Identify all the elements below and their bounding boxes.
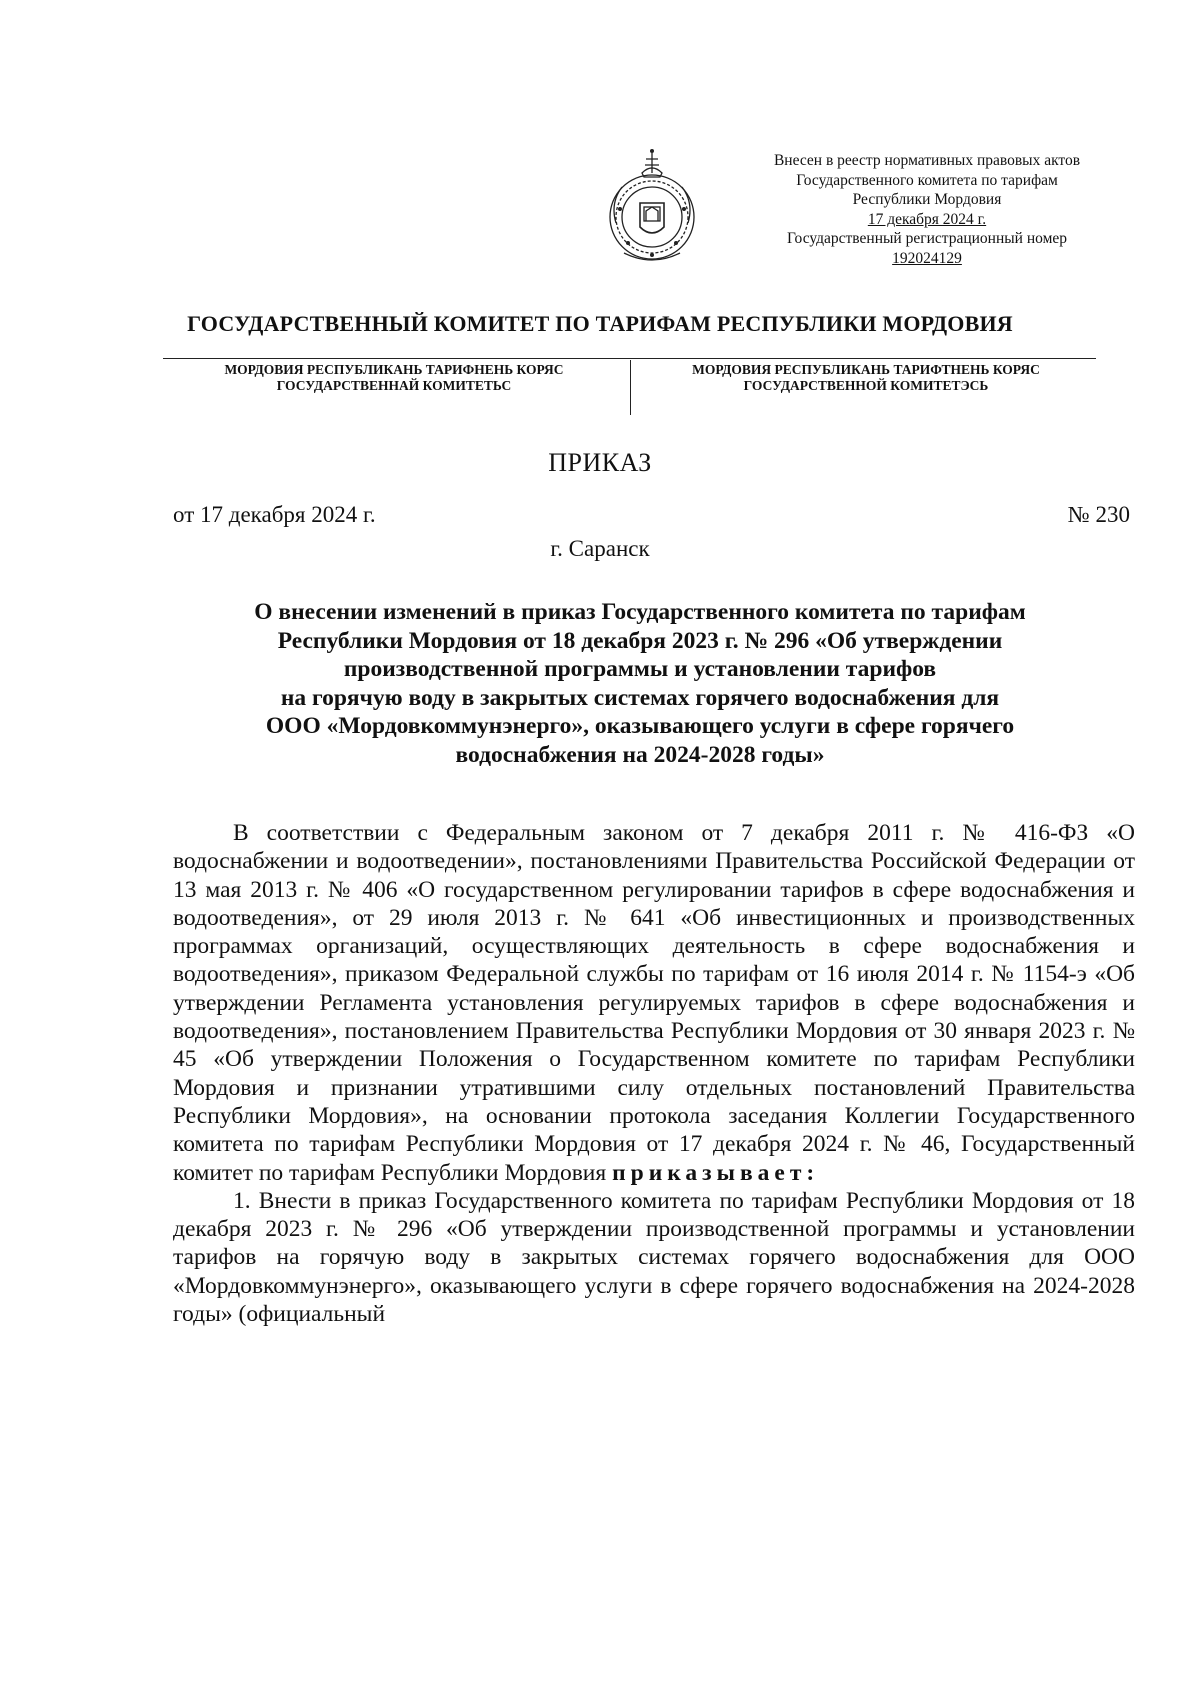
preamble-text: В соответствии с Федеральным законом от 7 декабря 2011 г. № 416-ФЗ «О водоснабжении и водоотведении», постановлениями Правительства Российской Федерации от 13 мая 2013 г. № 406 «О государственном регулировании тарифов в сфере водоснабжения и водоотведения», от 29 июля 2013 г. № 641 «Об инвестиционных и производственных программах организаций, осуществляющих деятельность в сфере водоснабжения и водоотведения», приказом Федеральной службы по тарифам от 16 июля 2014 г. № 1154-э «Об утверждении Регламента установления регулируемых тарифов в сфере водоснабжения и водоотведения», постановлением Правительства Республики Мордовия от 30 января 2023 г. № 45 «Об утверждении Положения о Государственном комитете по тарифам Республики Мордовия и признании утратившими силу отдельных постановлений Правительства Республики Мордовия», на основании протокола заседания Коллегии Государственного комитета по тарифам Республики Мордовия от 17 декабря 2024 г. № 46, Государственный комитет по тарифам Республики Мордовия (173, 820, 1135, 1186)
heading-line-1: О внесении изменений в приказ Государственного комитета по тарифам (254, 599, 1026, 625)
clause-1-paragraph: 1. Внести в приказ Государственного комитета по тарифам Республики Мордовия от 18 декабря 2023 г. № 296 «Об утверждении производственной программы и установлении тарифов на горячую воду в закрытых системах горячего водоснабжения для ООО «Мордовкоммунэнерго», оказывающего услуги в сфере горячего водоснабжения на 2024-2028 годы» (официальный (173, 1187, 1135, 1328)
heading-line-3: производственной программы и установлении тарифов (343, 656, 937, 682)
registry-line-1: Внесен в реестр нормативных правовых актов (773, 152, 1081, 169)
orders-word: приказывает: (612, 1159, 820, 1186)
registry-line-3: Республики Мордовия (852, 191, 1002, 208)
heading-line-5: ООО «Мордовкоммунэнерго», оказывающего услуги в сфере горячего (265, 713, 1015, 739)
order-body (173, 819, 1135, 1328)
committee-moksha-title (163, 362, 625, 394)
committee-title: ГОСУДАРСТВЕННЫЙ КОМИТЕТ ПО ТАРИФАМ РЕСПУБЛИКИ МОРДОВИЯ (187, 311, 1013, 336)
order-number: № 230 (1067, 502, 1130, 527)
registry-note (742, 151, 1112, 268)
heading-line-2: Республики Мордовия от 18 декабря 2023 г. № 296 «Об утверждении (277, 627, 1003, 654)
heading-line-4: на горячую воду в закрытых системах горячего водоснабжения для (280, 684, 1000, 711)
order-heading (160, 598, 1120, 769)
header-divider (163, 358, 1096, 359)
committee-erzya-line-1: МОРДОВИЯ РЕСПУБЛИКАНЬ ТАРИФТНЕНЬ КОРЯС (692, 362, 1040, 377)
header-column-divider (630, 360, 631, 415)
order-title: ПРИКАЗ (548, 448, 652, 477)
registry-date: 17 декабря 2024 г. (867, 210, 987, 228)
order-city: г. Саранск (550, 536, 650, 561)
registry-line-5: Государственный регистрационный номер (786, 230, 1068, 247)
committee-moksha-line-1: МОРДОВИЯ РЕСПУБЛИКАНЬ ТАРИФНЕНЬ КОРЯС (224, 362, 564, 377)
committee-erzya-title (636, 362, 1096, 394)
heading-line-6: водоснабжения на 2024-2028 годы» (455, 741, 825, 768)
order-date: от 17 декабря 2024 г. (173, 502, 376, 527)
registry-line-2: Государственного комитета по тарифам (796, 171, 1058, 189)
preamble-paragraph (173, 819, 1135, 1187)
registry-number: 192024129 (892, 249, 962, 267)
coat-of-arms-emblem (602, 143, 702, 275)
committee-erzya-line-2: ГОСУДАРСТВЕННОЙ КОМИТЕТЭСЬ (743, 378, 989, 393)
committee-moksha-line-2: ГОСУДАРСТВЕННАЙ КОМИТЕТЬС (276, 378, 512, 393)
